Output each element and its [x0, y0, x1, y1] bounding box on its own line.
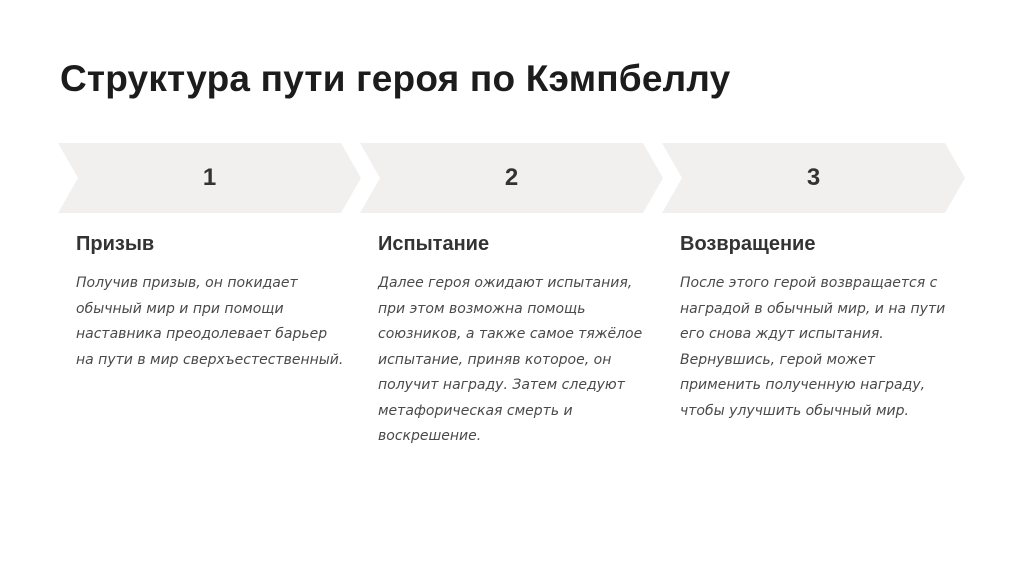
step-3-description: После этого герой возвращается с наградой в обычный мир, и на пути его снова ждут испытания. Вернувшись, герой может применить полученную награду, чтобы улучшить обычный мир.: [680, 275, 946, 419]
step-3-heading: Возвращение: [680, 233, 816, 255]
step-2: [360, 143, 663, 444]
step-2-number: 2: [504, 164, 519, 191]
step-3-number: 3: [806, 164, 821, 191]
step-3-chevron: [662, 143, 965, 213]
step-1: [58, 143, 361, 368]
step-1-number: 1: [202, 164, 217, 191]
step-2-heading: Испытание: [378, 233, 490, 255]
step-1-chevron: [58, 143, 361, 213]
slide-title: Структура пути героя по Кэмпбеллу: [60, 58, 731, 99]
step-2-chevron: [360, 143, 663, 213]
step-1-description: Получив призыв, он покидает обычный мир и при помощи наставника преодолевает барьер на пути в мир сверхъестественный.: [76, 275, 344, 368]
step-1-heading: Призыв: [76, 233, 155, 255]
step-2-description: Далее героя ожидают испытания, при этом возможна помощь союзников, а также самое тяжёлое испытание, приняв которое, он получит награду. Затем следуют метафорическая смерть и воскрешение.: [378, 275, 643, 444]
step-3: [662, 143, 965, 419]
